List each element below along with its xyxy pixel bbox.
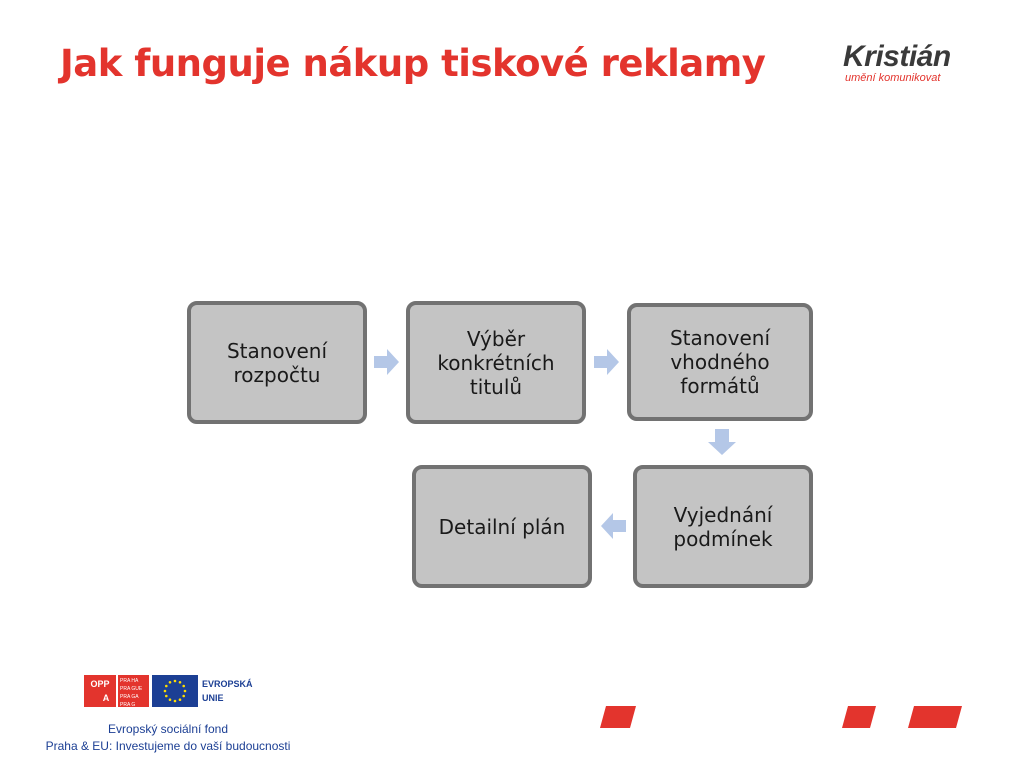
praha-logo-icon bbox=[118, 675, 149, 707]
footer-line-2: Praha & EU: Investujeme do vaší budoucnosti bbox=[45, 739, 291, 753]
step-label: Stanovení vhodného formátů bbox=[669, 326, 771, 398]
decorative-slash-icon bbox=[600, 706, 636, 728]
arrow-right-icon bbox=[594, 349, 620, 375]
arrow-down-icon bbox=[708, 429, 736, 455]
svg-text:PRA GA: PRA GA bbox=[120, 694, 139, 700]
step-vyber-titulu bbox=[406, 301, 586, 424]
step-label: Výběr konkrétních titulů bbox=[437, 326, 555, 399]
step-label: Detailní plán bbox=[438, 514, 566, 539]
step-stanoveni-formatu bbox=[627, 303, 813, 421]
footer-line-1: Evropský sociální fond bbox=[107, 722, 229, 736]
eu-oppa-logos bbox=[84, 675, 284, 707]
step-detailni-plan bbox=[412, 465, 592, 588]
eu-flag-icon bbox=[152, 675, 198, 707]
logo-tagline: umění komunikovat bbox=[845, 72, 941, 84]
svg-text:PRA GUE: PRA GUE bbox=[120, 686, 143, 692]
oppa-logo-icon bbox=[84, 675, 116, 707]
svg-text:A: A bbox=[102, 693, 110, 703]
kristian-logo bbox=[843, 42, 968, 84]
step-stanoveni-rozpoctu bbox=[187, 301, 367, 424]
svg-text:OPP: OPP bbox=[90, 679, 110, 689]
slide-title: Jak funguje nákup tiskové reklamy bbox=[60, 42, 766, 85]
arrow-left-icon bbox=[600, 513, 626, 539]
decorative-slash-icon bbox=[908, 706, 962, 728]
arrow-right-icon bbox=[374, 349, 400, 375]
decorative-slash-icon bbox=[842, 706, 876, 728]
step-label: Stanovení rozpočtu bbox=[226, 338, 328, 387]
logo-name: Kristián bbox=[843, 40, 951, 73]
eu-label-line1: EVROPSKÁ bbox=[202, 679, 253, 689]
svg-text:PRA HA: PRA HA bbox=[120, 678, 139, 684]
svg-text:PRA G: PRA G bbox=[120, 702, 136, 707]
eu-label-line2: UNIE bbox=[202, 693, 224, 703]
step-label: Vyjednání podmínek bbox=[673, 502, 773, 551]
step-vyjednani-podminek bbox=[633, 465, 813, 588]
